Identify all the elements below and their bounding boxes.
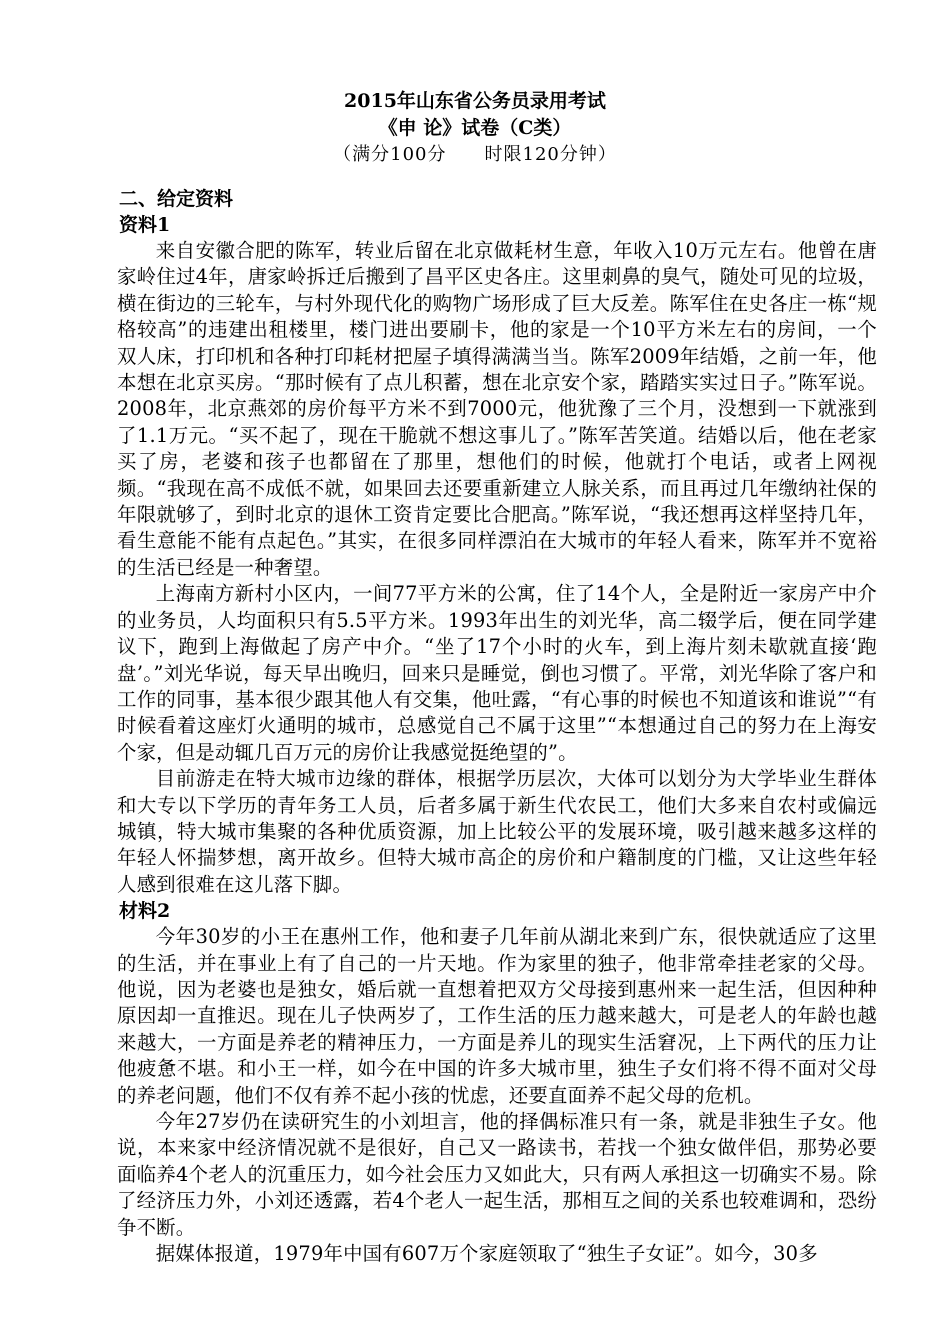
exam-title: 2015年山东省公务员录用考试: [344, 90, 606, 112]
material1-paragraph: 目前游走在特大城市边缘的群体，根据学历层次，大体可以划分为大学毕业生群体和大专以下学历的青年务工人员，后者多属于新生代农民工，他们大多来自农村或偏远城镇，特大城市集聚的各种优质资源，加上比较公平的发展环境，吸引越来越多这样的年轻人怀揣梦想，离开故乡。但特大城市高企的房价和户籍制度的门槛，又让这些年轻人感到很难在这儿落下脚。: [117, 767, 877, 896]
material2-paragraph: 据媒体报道，1979年中国有607万个家庭领取了“独生子女证”。如今，30多: [155, 1242, 818, 1266]
material2-paragraph: 今年30岁的小王在惠州工作，他和妻子几年前从湖北来到广东，很快就适应了这里的生活，并在事业上有了自己的一片天地。作为家里的独子，他非常牵挂老家的父母。他说，因为老婆也是独女，婚后就一直想着把双方父母接到惠州来一起生活，但因种种原因却一直推迟。现在儿子快两岁了，工作生活的压力越来越大，可是老人的年龄也越来越大，一方面是养老的精神压力，一方面是养儿的现实生活窘况，上下两代的压力让他疲惫不堪。和小王一样，如今在中国的许多大城市里，独生子女们将不得不面对父母的养老问题，他们不仅有养不起小孩的忧虑，还要直面养不起父母的危机。: [117, 925, 877, 1107]
section-heading: 二、给定资料: [119, 188, 234, 210]
material1-paragraph: 来自安徽合肥的陈军，转业后留在北京做耗材生意，年收入10万元左右。他曾在唐家岭住过4年，唐家岭拆迁后搬到了昌平区史各庄。这里刺鼻的臭气，随处可见的垃圾，横在街边的三轮车，与村外现代化的购物广场形成了巨大反差。陈军住在史各庄一栋“规格较高”的违建出租楼里，楼门进出要刷卡，他的家是一个10平方米左右的房间，一个双人床，打印机和各种打印耗材把屋子填得满满当当。陈军2009年结婚，之前一年，他本想在北京买房。“那时候有了点儿积蓄，想在北京安个家，踏踏实实过日子。”陈军说。2008年，北京燕郊的房价每平方米不到7000元，他犹豫了三个月，没想到一下就涨到了1.1万元。“买不起了，现在干脆就不想这事儿了。”陈军苦笑道。结婚以后，他在老家买了房，老婆和孩子也都留在了那里，想他们的时候，他就打个电话，或者上网视频。“我现在高不成低不就，如果回去还要重新建立人脉关系，而且再过几年缴纳社保的年限就够了，到时北京的退休工资肯定要比合肥高。”陈军说，“我还想再这样坚持几年，看生意能不能有点起色。”其实，在很多同样漂泊在大城市的年轻人看来，陈军并不宽裕的生活已经是一种奢望。: [117, 239, 877, 579]
document-body: [117, 186, 877, 1267]
material2-paragraph: 今年27岁仍在读研究生的小刘坦言，他的择偶标准只有一条，就是非独生子女。他说，本来家中经济情况就不是很好，自己又一路读书，若找一个独女做伴侣，那势必要面临养4个老人的沉重压力，如今社会压力又如此大，只有两人承担这一切确实不易。除了经济压力外，小刘还透露，若4个老人一起生活，那相互之间的关系也较难调和，恐纷争不断。: [117, 1110, 877, 1239]
paper-title: 《申 论》试卷（C类）: [378, 117, 572, 139]
material1-paragraph: 上海南方新村小区内，一间77平方米的公寓，住了14个人，全是附近一家房产中介的业务员，人均面积只有5.5平方米。1993年出生的刘光华，高二辍学后，便在同学建议下，跑到上海做起了房产中介。“坐了17个小时的火车，到上海片刻未歇就直接‘跑盘’。”刘光华说，每天早出晚归，回来只是睡觉，倒也习惯了。平常，刘光华除了客户和工作的同事，基本很少跟其他人有交集，他吐露，“有心事的时候也不知道该和谁说”“有时候看着这座灯火通明的城市，总感觉自己不属于这里”“本想通过自己的努力在上海安个家，但是动辄几百万元的房价让我感觉挺绝望的”。: [117, 582, 877, 764]
document-header: [0, 88, 950, 168]
exam-subtitle: （满分100分 时限120分钟）: [333, 144, 617, 165]
material2-heading: 材料2: [119, 900, 171, 923]
material1-heading: 资料1: [119, 214, 171, 236]
